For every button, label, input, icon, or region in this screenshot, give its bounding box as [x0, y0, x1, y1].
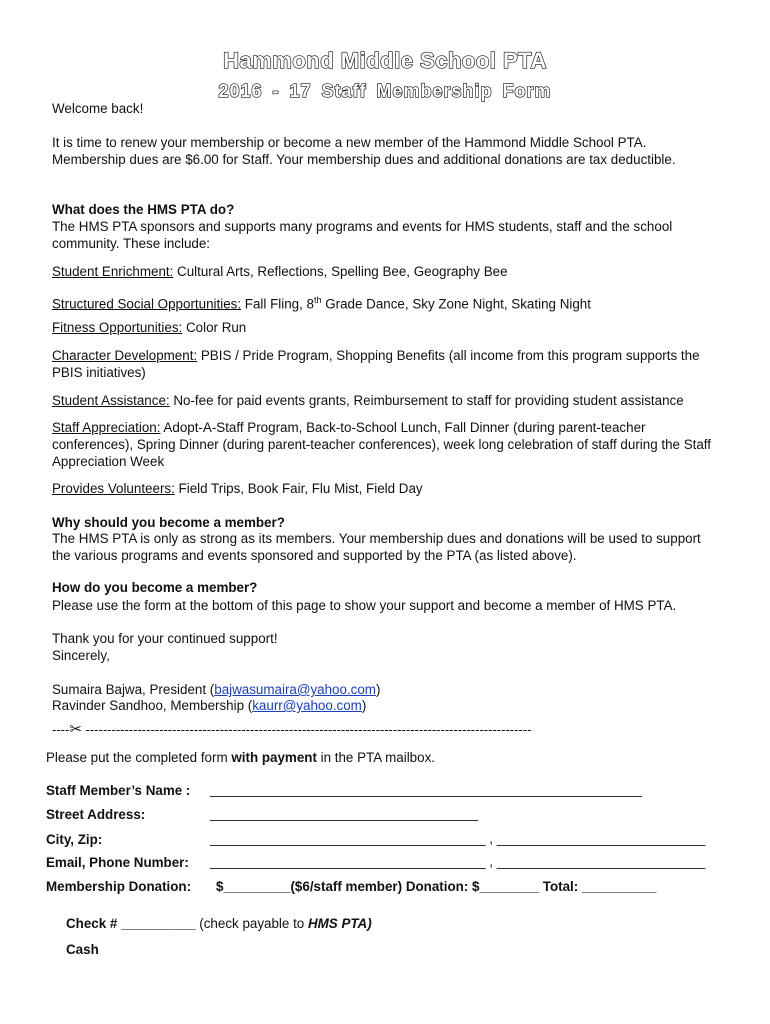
instruction-emphasis: with payment: [231, 750, 317, 765]
program-text: Adopt-A-Staff Program, Back-to-School Lunch, Fall Dinner (during parent-teacher conferences), Spring Dinner (during parent-teacher conferences), week long celebration of staff during the Staff Appreciation Week: [52, 420, 711, 469]
program-text: Cultural Arts, Reflections, Spelling Bee, Geography Bee: [173, 264, 508, 279]
program-volunteers: [52, 481, 722, 498]
cut-line-lead: ----: [52, 722, 70, 736]
sincerely-line: Sincerely,: [52, 648, 110, 663]
program-label: Staff Appreciation:: [52, 420, 161, 435]
program-text: Field Trips, Book Fair, Flu Mist, Field Day: [174, 481, 423, 496]
instruction-text: Please put the completed form: [46, 750, 232, 765]
why-text: The HMS PTA is only as strong as its members. Your membership dues and donations will be used to support the various programs and events sponsored and supported by the PTA (as listed above).: [52, 531, 701, 563]
check-note: (check payable to: [195, 916, 308, 931]
contact-label: Email, Phone Number:: [46, 855, 189, 870]
address-field[interactable]: ____________________________________: [210, 806, 479, 821]
program-student-enrichment: [52, 264, 722, 281]
check-payee: HMS PTA): [307, 916, 372, 931]
program-label: Fitness Opportunities:: [52, 320, 183, 335]
thanks-line: Thank you for your continued support!: [52, 631, 278, 646]
cityzip-label: City, Zip:: [46, 832, 103, 847]
program-student-assistance: [52, 393, 722, 410]
scissors-icon: ✂: [69, 721, 82, 736]
president-email-link[interactable]: bajwasumaira@yahoo.com: [214, 682, 376, 697]
program-staff-appreciation: [52, 420, 722, 470]
intro-paragraph: It is time to renew your membership or become a new member of the Hammond Middle School PTA. Membership dues are $6.00 for Staff. Your membership dues and additional donations are tax deductible.: [52, 135, 676, 167]
contact-field[interactable]: _____________________________________ , ____________________________: [210, 854, 706, 869]
program-structured-social: [52, 292, 722, 313]
form-row-cityzip: [46, 832, 210, 847]
how-text: Please use the form at the bottom of this page to show your support and become a member of HMS PTA.: [52, 598, 677, 613]
what-text: The HMS PTA sponsors and supports many programs and events for HMS students, staff and the school community. These include:: [52, 219, 673, 251]
program-label: Student Enrichment:: [52, 264, 174, 279]
form-row-donation: [46, 879, 210, 894]
form-instruction: [46, 750, 716, 767]
what-heading: What does the HMS PTA do?: [52, 202, 235, 217]
cityzip-field[interactable]: _____________________________________ , ____________________________: [210, 831, 706, 846]
cut-line: [52, 720, 722, 736]
cash-option[interactable]: Cash: [66, 942, 99, 957]
document-subtitle: 2016 - 17 Staff Membership Form: [218, 81, 552, 101]
document-title: Hammond Middle School PTA: [223, 48, 547, 73]
program-text: Color Run: [182, 320, 247, 335]
form-row-contact: [46, 855, 210, 870]
donation-field[interactable]: $_________($6/staff member) Donation: $________ Total: __________: [216, 879, 657, 894]
instruction-text-end: in the PTA mailbox.: [316, 750, 435, 765]
signer-membership: [52, 698, 722, 715]
why-heading: Why should you become a member?: [52, 515, 285, 530]
signer-suffix: ): [375, 682, 381, 697]
name-field[interactable]: __________________________________________________________: [210, 782, 642, 797]
signer-president: [52, 682, 722, 699]
address-label: Street Address:: [46, 807, 146, 822]
cut-line-dashes: -------------------------------------------------------------------------------------------------------: [81, 722, 532, 736]
program-label: Provides Volunteers:: [52, 481, 175, 496]
program-label: Character Development:: [52, 348, 198, 363]
signer-name: Sumaira Bajwa, President (: [52, 682, 215, 697]
program-fitness: [52, 320, 722, 337]
program-label: Student Assistance:: [52, 393, 170, 408]
name-label: Staff Member’s Name :: [46, 783, 191, 798]
donation-label: Membership Donation:: [46, 879, 192, 894]
form-row-name: [46, 783, 210, 798]
program-text: Fall Fling, 8: [241, 296, 314, 312]
check-row: [66, 916, 372, 931]
program-text: No-fee for paid events grants, Reimbursement to staff for providing student assistance: [169, 393, 684, 408]
ordinal-suffix: th: [314, 295, 322, 305]
form-row-address: [46, 807, 210, 822]
signer-name: Ravinder Sandhoo, Membership (: [52, 698, 253, 713]
signer-suffix: ): [361, 698, 367, 713]
membership-email-link[interactable]: kaurr@yahoo.com: [252, 698, 362, 713]
program-character: [52, 348, 722, 382]
greeting: Welcome back!: [52, 101, 144, 116]
program-label: Structured Social Opportunities:: [52, 296, 242, 312]
program-text-cont: Grade Dance, Sky Zone Night, Skating Night: [321, 296, 591, 312]
check-field[interactable]: Check # __________: [66, 916, 196, 931]
how-heading: How do you become a member?: [52, 580, 258, 595]
program-text: PBIS / Pride Program, Shopping Benefits (all income from this program supports the PBIS initiatives): [52, 348, 700, 380]
